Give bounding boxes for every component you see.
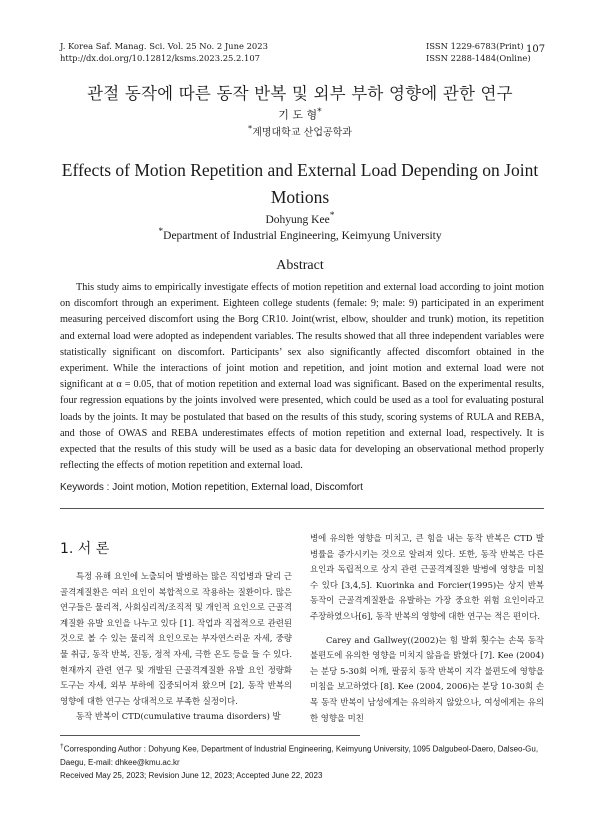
- keywords-label: Keywords :: [60, 482, 113, 493]
- english-affiliation-mark: *: [158, 226, 164, 237]
- english-author: [0, 210, 600, 226]
- english-author-mark: *: [329, 210, 335, 221]
- intro-paragraph: Carey and Gallwey((2002)는 힘 발휘 횟수는 손목 동작 불편도에 유의한 영향을 미치지 않음을 밝혔다 [7]. Kee (2004)는 분당 5-30회 어깨, 팔꿈치 동작 반복이 지각 불편도에 영향을 미침을 보고하였다 [8]. Kee (2004, 2006)는 분당 10-30회 손목 동작 반복이 남성에게는 유의하지 않았으나, 여성에게는 유의한 영향을 미친: [310, 634, 544, 723]
- korean-author-mark: *: [317, 106, 322, 117]
- right-column: [310, 531, 544, 726]
- korean-affiliation-mark: *: [248, 123, 253, 133]
- left-column: [60, 569, 292, 725]
- english-affiliation: [0, 226, 600, 242]
- intro-paragraph: 동작 반복이 CTD(cumulative trauma disorders) 발: [76, 711, 281, 722]
- keywords-line: [60, 481, 544, 495]
- section-heading-introduction: 1. 서 론: [60, 541, 110, 557]
- footnote-divider: [60, 735, 360, 736]
- journal-header: [60, 40, 268, 64]
- doi-link[interactable]: http://dx.doi.org/10.12812/ksms.2023.25.2.107: [60, 53, 260, 63]
- keywords-list: Joint motion, Motion repetition, External load, Discomfort: [112, 482, 363, 493]
- korean-author-name: 기 도 형: [278, 108, 318, 122]
- issn-block: [426, 40, 531, 64]
- english-title: Effects of Motion Repetition and External Load Depending on Joint Motions: [61, 160, 539, 207]
- corresponding-author: [60, 740, 544, 769]
- korean-title: 관절 동작에 따른 동작 반복 및 외부 부하 영향에 관한 연구: [87, 84, 513, 103]
- intro-paragraph: 특정 유해 요인에 노출되어 발병하는 많은 직업병과 달리 근골격계질환은 여러 요인이 복합적으로 작용하는 질환이다. 많은 연구들은 물리적, 사회심리적/조직적 및 개인적 요인으로 근골격계질환 유발 요인을 나누고 있다 [1]. 작업과 직접적으로 관련된 것으로 볼 수 있는 물리적 요인으로는 부자연스러운 자세, 중량물 취급, 동작 반복, 진동, 정적 자세, 극한 온도 등을 들 수 있다. 현재까지 관련 연구 및 개발된 근골격계질환 유발 요인 정량화 도구는 자세, 외부 부하에 집중되어져 왔으며 [2], 동작 반복의 영향에 대한 연구는 상대적으로 부족한 실정이다.: [60, 571, 292, 706]
- korean-affiliation: [0, 123, 600, 138]
- abstract-body: This study aims to empirically investigate effects of motion repetition and external load according to joint motion on discomfort through an experiment. Eighteen college students (female: 9; male: 9) participated in an experiment measuring perceived discomfort using the Borg CR10. Joint(wrist, elbow, shoulder and trunk) motion, its repetition and external load were adopted as independent variables. The results showed that all three independent variables were statistically significant on discomfort. Participants’ sex also significantly affected discomfort obtained in the experiment. While the interactions of joint motion and repetition, and joint motion and external load were not significant at α = 0.05, that of motion repetition and external load was significant. Based on the experimental results, four regression equations by the joints involved were presented, which could be used as a tool for evaluating postural loads by the joints. It may be postulated that based on the results of this study, scoring systems of RULA and REBA, and those of OWAS and REBA underestimates effects of motion repetition and external load, respectively. It is expected that the results of this study will be used as a basic data for developing an observational method properly reflecting the effects of motion repetition and external load.: [60, 282, 544, 472]
- korean-author: [0, 106, 600, 123]
- english-affiliation-text: Department of Industrial Engineering, Keimyung University: [163, 229, 442, 242]
- footnote-mark: †: [60, 743, 64, 750]
- issn-print: ISSN 1229-6783(Print): [426, 41, 524, 51]
- abstract-divider: [60, 508, 544, 509]
- english-author-name: Dohyung Kee: [265, 213, 330, 226]
- footnote: [60, 740, 544, 782]
- page-number: 107: [526, 44, 546, 55]
- corresponding-author-text: Corresponding Author : Dohyung Kee, Department of Industrial Engineering, Keimyung University, 1095 Dalgubeol-Daero, Dalseo-Gu, Daegu, E-mail: dhkee@kmu.ac.kr: [60, 744, 539, 767]
- intro-paragraph: 병에 유의한 영향을 미치고, 큰 힘을 내는 동작 반복은 CTD 발병률을 증가시키는 것으로 알려져 있다. 또한, 동작 반복은 다른 요인과 독립적으로 상지 관련 근골격계질환 발병에 영향을 미칠 수 있다 [3,4,5]. Kuorinka and Forcier(1995)는 상지 반복 동작이 근골격계질환을 유발하는 가장 중요한 위험 요인이라고 주장하였으나[6], 동작 반복의 영향에 대한 연구는 적은 편이다.: [310, 533, 544, 621]
- submission-dates: Received May 25, 2023; Revision June 12, 2023; Accepted June 22, 2023: [60, 770, 323, 780]
- abstract-heading: Abstract: [276, 258, 324, 273]
- journal-citation: J. Korea Saf. Manag. Sci. Vol. 25 No. 2 June 2023: [60, 41, 268, 51]
- issn-online: ISSN 2288-1484(Online): [426, 53, 531, 63]
- korean-affiliation-text: 계명대학교 산업공학과: [252, 127, 352, 139]
